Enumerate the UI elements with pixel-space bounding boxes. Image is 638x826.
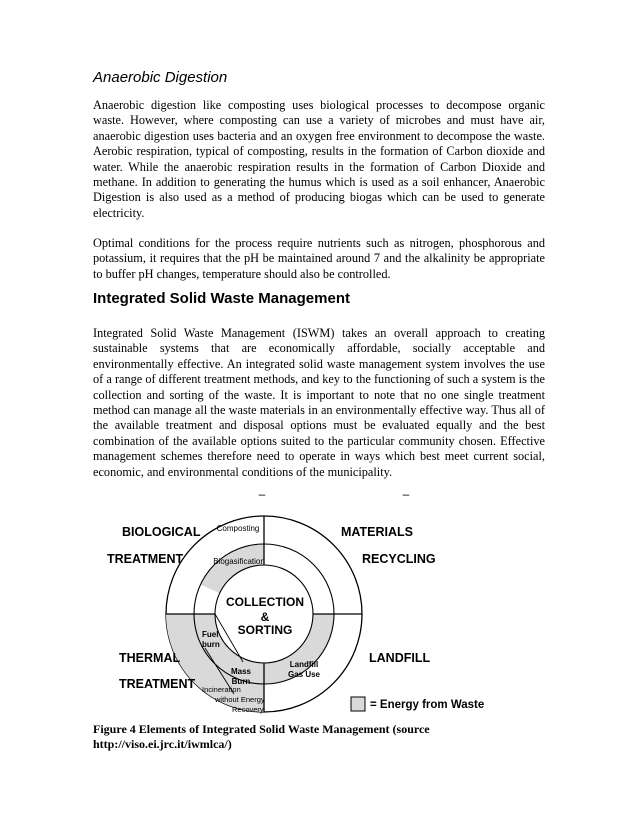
dash-right: –: [402, 487, 410, 501]
label-biogasification: Biogasification: [213, 557, 265, 566]
label-materials: MATERIALS: [341, 525, 413, 539]
label-composting: Composting: [216, 524, 260, 533]
label-thermal-treatment: TREATMENT: [119, 677, 196, 691]
label-landfill-gas-2: Gas Use: [287, 670, 321, 679]
caption-line-1: Figure 4 Elements of Integrated Solid Waste Management (source: [93, 722, 430, 736]
label-fuel: Fuel: [202, 630, 219, 639]
label-biological: BIOLOGICAL: [122, 525, 201, 539]
legend-swatch: [351, 697, 365, 711]
label-biological-treatment: TREATMENT: [107, 552, 184, 566]
label-mass: Mass: [230, 667, 252, 676]
center-sorting: SORTING: [237, 623, 293, 637]
legend-label: = Energy from Waste: [370, 699, 485, 711]
label-recycling: RECYCLING: [362, 552, 436, 566]
paragraph-anaerobic-digestion-2: Optimal conditions for the process require nutrients such as nitrogen, phosphorous and potassium, it requires that the pH be maintained around 7 and the alkalinity be appropriate to buffer pH changes, temperature should also be controlled.: [93, 236, 545, 281]
dash-left: –: [258, 487, 266, 501]
center-collection: COLLECTION: [226, 595, 304, 609]
label-landfill-gas-1: Landfill: [289, 660, 319, 669]
figure-caption: [93, 722, 453, 752]
label-thermal: THERMAL: [119, 651, 181, 665]
section-heading-iswm: Integrated Solid Waste Management: [93, 290, 350, 307]
section-heading-anaerobic-digestion: Anaerobic Digestion: [93, 69, 228, 86]
label-incineration-3: Recovery: [232, 705, 264, 714]
center-ampersand: &: [260, 610, 270, 624]
label-incineration-2: without Energy: [215, 695, 265, 704]
caption-line-2: http://viso.ei.jrc.it/iwmlca/): [93, 737, 232, 751]
label-burn: burn: [202, 640, 220, 649]
paragraph-iswm: Integrated Solid Waste Management (ISWM) takes an overall approach to creating sustainable systems that are economically affordable, socially acceptable and environmentally effective. An integrated solid waste management system involves the use of a range of different treatment methods, and key to the functioning of such a system is the collection and sorting of the waste. It is important to note that no one single treatment method can manage all the waste materials in an environmentally effective way. Thus all of the available treatment and disposal options must be evaluated equally and the best combination of the available options suited to the particular community chosen. Effective management schemes therefore need to operate in ways which best meet current social, economic, and environmental conditions of the municipality.: [93, 326, 545, 479]
label-landfill: LANDFILL: [369, 651, 431, 665]
label-incineration-1: Incineration: [202, 685, 241, 694]
paragraph-anaerobic-digestion-1: Anaerobic digestion like composting uses biological processes to decompose organic waste. However, where composting can use a variety of microbes and must have air, anaerobic digestion uses bacteria and an oxygen free environment to decompose the waste. Aerobic respiration, typical of composting, results in the formation of Carbon dioxide and water. While the anaerobic respiration results in the formation of Carbon Dioxide and methane. In addition to generating the humus which is used as a soil enhancer, Anaerobic Digestion is also used as a method of producing biogas which can be used to generate electricity.: [93, 98, 545, 220]
label-mass-burn: Burn: [231, 677, 251, 686]
